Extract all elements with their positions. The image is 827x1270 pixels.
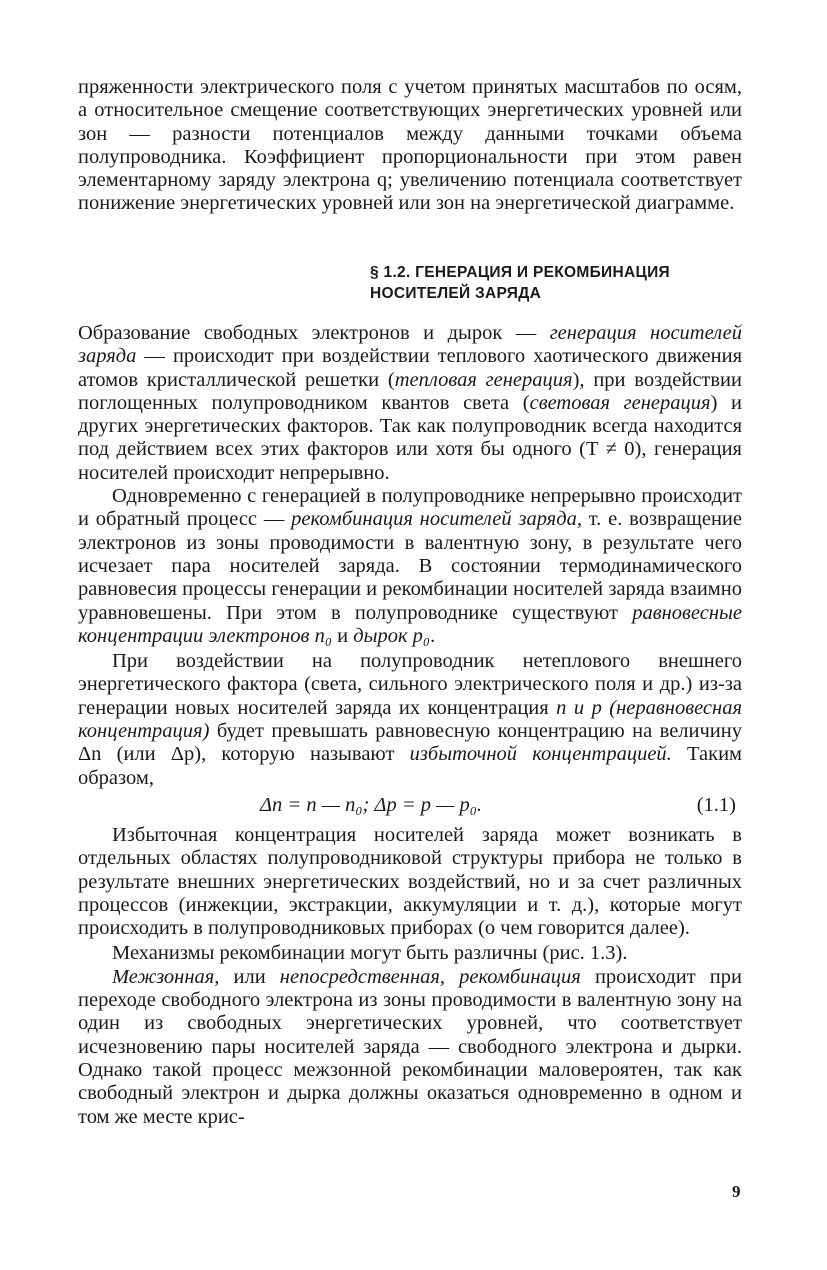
paragraph-recombination: Одновременно с генерацией в полупроводнике непрерывно происходит и обратный процесс — рекомбинация носителей заряда, т. е. возвращение электронов из зоны проводимости в валентную зону, в результате чего исчезает пара носителей заряда. В состоянии термодинамического равновесия процессы генерации и рекомбинации носителей заряда взаимно уравновешены. При этом в полупроводнике существуют равновесные концентрации электронов n₀ и дырок p₀.	[78, 485, 742, 647]
paragraph-excess-concentration: При воздействии на полупроводник нетеплового внешнего энергетического фактора (света, сильного электрического поля и др.) из-за генерации новых носителей заряда их концентрация n и p (неравновесная концентрация) будет превышать равновесную концентрацию на величину Δn (или Δp), которую называют избыточной концентрацией. Таким образом,	[78, 650, 743, 789]
section-heading	[370, 262, 730, 304]
paragraph-excess-sources: Избыточная концентрация носителей заряда может возникать в отдельных областях полупроводниковой структуры прибора не только в результате внешних энергетических воздействий, но и за счет различных процессов (инжекции, экстракции, аккумуляции и т. д.), которые могут происходить в полупроводниковых приборах (о чем говорится далее).	[78, 823, 742, 940]
continued-paragraph	[78, 76, 742, 216]
equation-1-1	[78, 790, 742, 824]
paragraph-mechanisms: Механизмы рекомбинации могут быть различны (рис. 1.3).	[112, 942, 628, 965]
heading-line-1: § 1.2. ГЕНЕРАЦИЯ И РЕКОМБИНАЦИЯ	[370, 264, 670, 281]
section-body	[78, 322, 742, 1129]
paragraph-continuation: пряженности электрического поля с учетом принятых масштабов по осям, а относительное смещение соответствующих энергетических уровней или зон — разности потенциалов между данными точками объема полупроводника. Коэффициент пропорциональности при этом равен элементарному заряду электрона q; увеличению потенциала соответствует понижение энергетических уровней или зон на энергетической диаграмме.	[78, 76, 742, 215]
equation-number: (1.1)	[696, 793, 736, 816]
equation-expression: Δn = n — n₀; Δp = p — p₀.	[260, 793, 483, 816]
paragraph-generation: Образование свободных электронов и дырок — генерация носителей заряда — происходит при воздействии теплового хаотического движения атомов кристаллической решетки (тепловая генерация), при воздействии поглощенных полупроводником квантов света (световая генерация) и других энергетических факторов. Так как полупроводник всегда находится под действием всех этих факторов или хотя бы одного (T ≠ 0), генерация носителей происходит непрерывно.	[78, 322, 742, 484]
heading-line-2: НОСИТЕЛЕЙ ЗАРЯДА	[370, 285, 542, 302]
paragraph-band-to-band: Межзонная, или непосредственная, рекомбинация происходит при переходе свободного электрона из зоны проводимости в валентную зону на один из свободных энергетических уровней, что соответствует исчезновению пары носителей заряда — свободного электрона и дырки. Однако такой процесс межзонной рекомбинации маловероятен, так как свободный электрон и дырка должны оказаться одновременно в одном и том же месте крис-	[78, 965, 742, 1128]
page-number: 9	[732, 1182, 741, 1201]
